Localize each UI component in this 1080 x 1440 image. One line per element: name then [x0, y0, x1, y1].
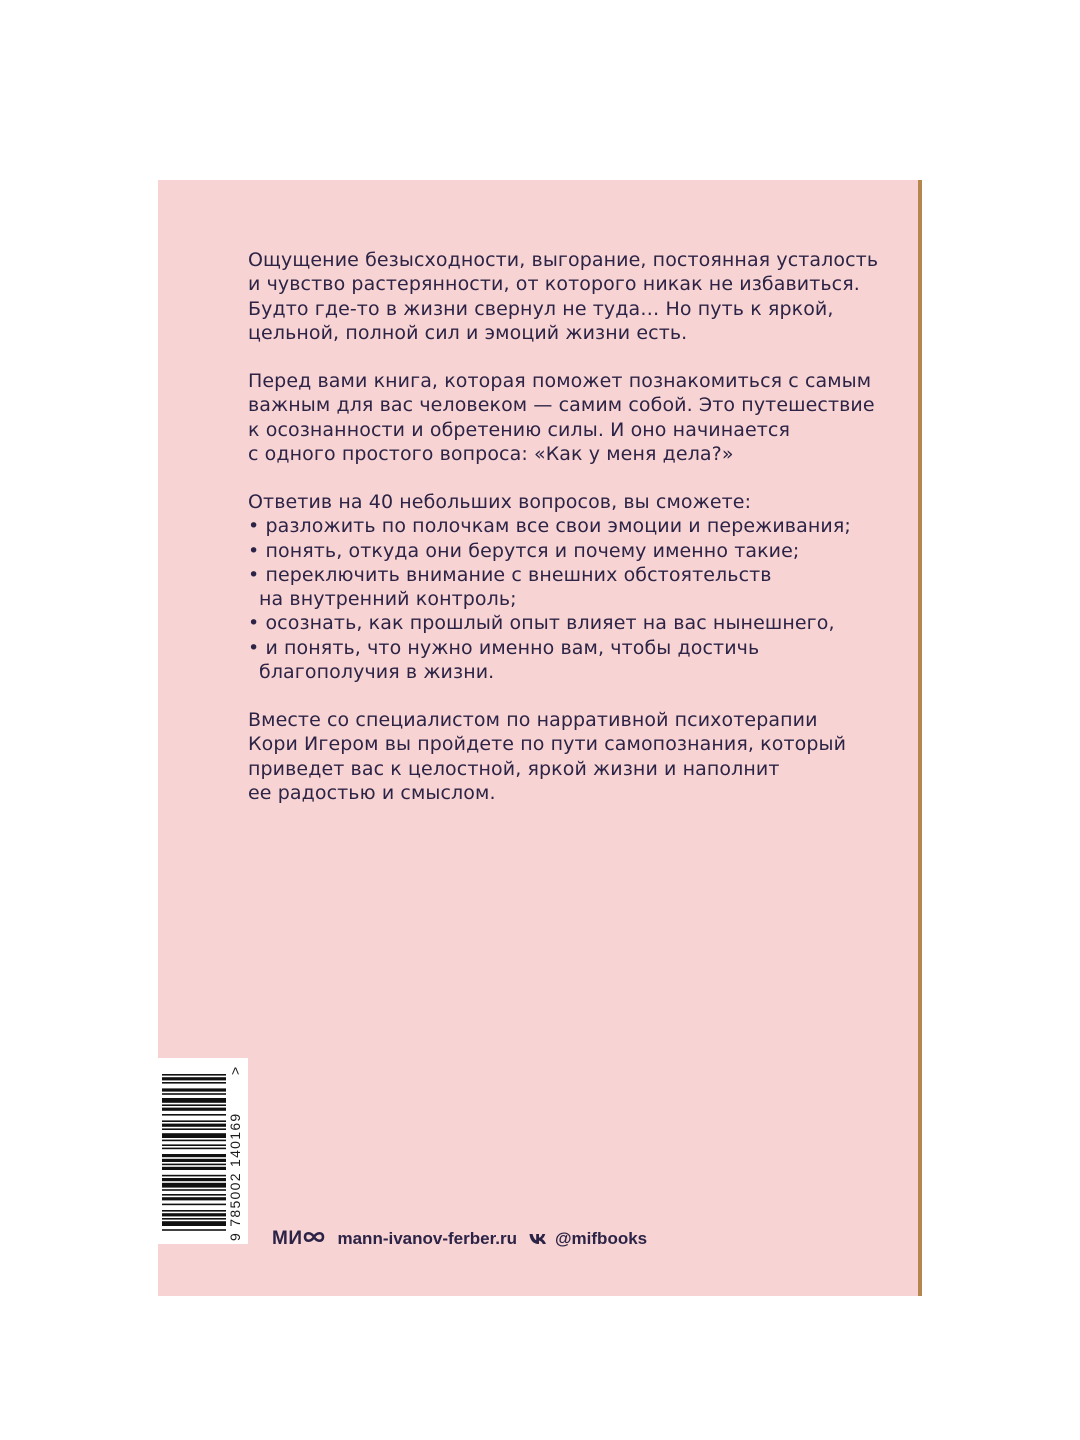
text-line: цельной, полной сил и эмоций жизни есть. [248, 321, 688, 344]
barcode-bar [162, 1082, 226, 1084]
barcode-bar [162, 1077, 226, 1080]
list-item: • разложить по полочкам все свои эмоции и переживания; [248, 515, 851, 538]
social-handle: @mifbooks [554, 1229, 648, 1248]
paragraph-book [248, 369, 875, 466]
list-item: • переключить внимание с внешних обстоятельств [248, 563, 772, 586]
text-line: ее радостью и смыслом. [248, 781, 496, 804]
text-line: и чувство растерянности, от которого никак не избавиться. [248, 273, 860, 296]
text-line: важным для вас человеком — самим собой. Это путешествие [248, 394, 875, 417]
list-item: • понять, откуда они берутся и почему именно такие; [248, 539, 800, 562]
publisher-website: mann-ivanov-ferber.ru [337, 1229, 517, 1248]
barcode-bar [162, 1204, 226, 1206]
list-item: • осознать, как прошлый опыт влияет на вас нынешнего, [248, 612, 835, 635]
text-line: Будто где-то в жизни свернул не туда… Но путь к яркой, [248, 297, 834, 320]
barcode-bar [162, 1128, 226, 1130]
barcode-bar [162, 1183, 226, 1188]
barcode-bar [162, 1108, 226, 1111]
paragraph-author [248, 708, 846, 805]
barcode-bar [162, 1167, 226, 1170]
infinity-icon [303, 1228, 325, 1250]
barcode-bar [162, 1159, 226, 1162]
list-item-continuation: на внутренний контроль; [259, 588, 517, 611]
barcode-quiet-zone-marker: > [227, 1066, 243, 1075]
barcode-bar [162, 1104, 226, 1106]
barcode-bar [162, 1197, 226, 1200]
publisher-footer [272, 1224, 647, 1254]
barcode-bar [162, 1148, 226, 1150]
barcode-bar [162, 1213, 226, 1216]
text-line: Вместе со специалистом по нарративной психотерапии [248, 709, 818, 731]
barcode-bar [162, 1133, 226, 1138]
list-intro: Ответив на 40 небольших вопросов, вы сможете: [248, 491, 752, 513]
barcode-bar [162, 1114, 226, 1116]
paragraph-benefits [248, 490, 851, 684]
barcode-bar [162, 1098, 226, 1103]
barcode-bar [162, 1144, 226, 1146]
isbn-digits: 9 785002 140169 [227, 1112, 243, 1241]
text-line: Ощущение безысходности, выгорание, постоянная усталость [248, 249, 879, 271]
text-line: приведет вас к целостной, яркой жизни и наполнит [248, 757, 780, 780]
barcode-bar [162, 1221, 226, 1226]
book-back-cover [158, 180, 918, 1296]
barcode-bar [162, 1175, 226, 1177]
barcode-bar [162, 1194, 226, 1196]
text-line: Кори Игером вы пройдете по пути самопознания, который [248, 733, 847, 756]
barcode-graphic [158, 1058, 248, 1244]
text-line: к осознанности и обретению силы. И оно начинается [248, 418, 791, 441]
barcode-bar [162, 1088, 226, 1091]
barcode-bar [162, 1140, 226, 1142]
paragraph-intro [248, 248, 878, 345]
text-line: с одного простого вопроса: «Как у меня дела?» [248, 442, 734, 465]
publisher-logo [272, 1228, 325, 1250]
isbn-barcode [158, 1058, 248, 1244]
barcode-bar [162, 1120, 226, 1122]
barcode-bar [162, 1229, 226, 1231]
barcode-bar [162, 1210, 226, 1212]
list-item-continuation: благополучия в жизни. [259, 661, 495, 684]
barcode-bar [162, 1124, 226, 1127]
barcode-bar [162, 1154, 226, 1157]
list-item: • и понять, что нужно именно вам, чтобы достичь [248, 636, 760, 659]
logo-text: МИ [272, 1228, 303, 1249]
barcode-bar [162, 1074, 226, 1076]
barcode-bar [162, 1189, 226, 1191]
barcode-bars [162, 1074, 226, 1231]
barcode-bar [162, 1164, 226, 1166]
barcode-bar [162, 1178, 226, 1181]
spine-edge [918, 180, 922, 1296]
vk-icon [529, 1233, 549, 1245]
text-line: Перед вами книга, которая поможет познакомиться с самым [248, 370, 872, 392]
barcode-bar [162, 1218, 226, 1220]
barcode-bar [162, 1093, 226, 1095]
